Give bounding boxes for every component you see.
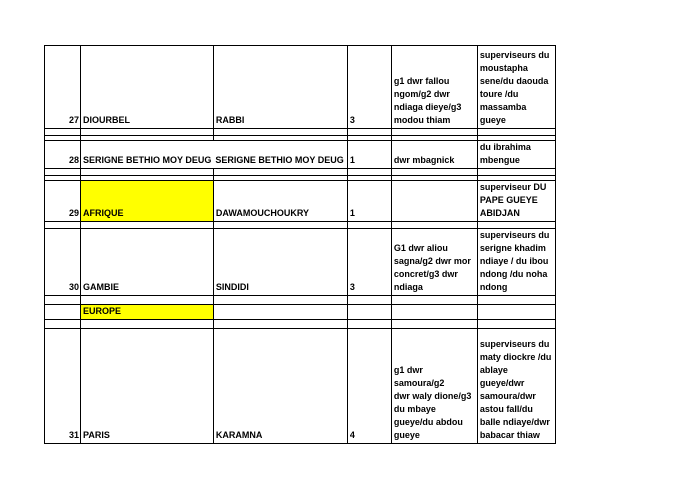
cell-line: concret/g3 dwr: [393, 269, 458, 279]
row-number[interactable]: 28: [45, 141, 81, 169]
cell-line: babacar thiaw: [479, 430, 540, 440]
cell-line: du ibrahima: [479, 142, 531, 152]
empty-row: [45, 129, 556, 136]
cell-line: maty diockre /du: [479, 352, 552, 362]
cell-line: sene/du daouda: [479, 76, 549, 86]
region-cell[interactable]: SERIGNE BETHIO MOY DEUG: [81, 141, 214, 169]
cell-line: mbengue: [479, 155, 520, 165]
cell-line: samoura/dwr: [479, 391, 536, 401]
count-cell[interactable]: 3: [347, 229, 391, 296]
supervisor-cell[interactable]: [477, 46, 555, 129]
cell-line: massamba gueye: [479, 102, 527, 125]
cell-line: ndong: [479, 282, 508, 292]
cell-line: du mbaye: [393, 404, 436, 414]
cell-line: ABIDJAN: [479, 208, 520, 218]
cell-line: astou fall/du: [479, 404, 533, 414]
cell-line: ndong /du noha: [479, 269, 548, 279]
region-cell[interactable]: GAMBIE: [81, 229, 214, 296]
cell-line: ablaye gueye/dwr: [479, 365, 525, 388]
count-cell[interactable]: 4: [347, 329, 391, 444]
place-cell[interactable]: SERIGNE BETHIO MOY DEUG: [213, 141, 347, 169]
cell-line: ngom/g2 dwr: [393, 89, 450, 99]
region-cell-highlighted[interactable]: AFRIQUE: [81, 181, 214, 222]
cell-line: moustapha: [479, 63, 528, 73]
supervisor-cell[interactable]: [477, 181, 555, 222]
place-cell[interactable]: SINDIDI: [213, 229, 347, 296]
row-number[interactable]: 31: [45, 329, 81, 444]
table-row: [45, 141, 556, 169]
dwr-cell[interactable]: [391, 329, 477, 444]
cell-line: ndiaye / du ibou: [479, 256, 549, 266]
dwr-cell[interactable]: [391, 181, 477, 222]
supervisor-cell[interactable]: [477, 229, 555, 296]
spreadsheet-table: [44, 45, 556, 444]
row-number[interactable]: 27: [45, 46, 81, 129]
row-number[interactable]: 29: [45, 181, 81, 222]
supervisor-cell[interactable]: [477, 329, 555, 444]
cell-line: serigne khadim: [479, 243, 546, 253]
count-cell[interactable]: 1: [347, 181, 391, 222]
cell-line: sagna/g2 dwr mor: [393, 256, 471, 266]
cell-line: gueye: [393, 430, 420, 440]
empty-row: [45, 222, 556, 229]
section-label-highlighted[interactable]: EUROPE: [81, 305, 214, 320]
table-row: [45, 329, 556, 444]
cell-line: modou thiam: [393, 115, 451, 125]
supervisor-cell[interactable]: [477, 141, 555, 169]
cell-line: superviseurs du: [479, 50, 550, 60]
cell-line: dwr waly dione/g3: [393, 391, 472, 401]
place-cell[interactable]: KARAMNA: [213, 329, 347, 444]
place-cell[interactable]: RABBI: [213, 46, 347, 129]
region-cell[interactable]: PARIS: [81, 329, 214, 444]
section-row: [45, 305, 556, 320]
empty-row: [45, 320, 556, 329]
cell-line: PAPE GUEYE: [479, 195, 538, 205]
cell-line: dwr mbagnick: [393, 155, 455, 165]
cell-line: superviseur DU: [479, 182, 547, 192]
count-cell[interactable]: 1: [347, 141, 391, 169]
dwr-cell[interactable]: [391, 46, 477, 129]
cell-line: ndiaga dieye/g3: [393, 102, 462, 112]
cell-line: g1 dwr samoura/g2: [393, 365, 445, 388]
table-row: [45, 229, 556, 296]
cell-line: G1 dwr aliou: [393, 243, 448, 253]
table-row: [45, 46, 556, 129]
cell-line: superviseurs du: [479, 230, 550, 240]
dwr-cell[interactable]: [391, 229, 477, 296]
place-cell[interactable]: DAWAMOUCHOUKRY: [213, 181, 347, 222]
cell-line: g1 dwr fallou: [393, 76, 450, 86]
cell-line: superviseurs du: [479, 339, 550, 349]
cell-line: balle ndiaye/dwr: [479, 417, 550, 427]
dwr-cell[interactable]: [391, 141, 477, 169]
row-number[interactable]: 30: [45, 229, 81, 296]
cell-line: toure /du: [479, 89, 519, 99]
cell-line: ndiaga: [393, 282, 423, 292]
empty-row: [45, 296, 556, 305]
region-cell[interactable]: DIOURBEL: [81, 46, 214, 129]
empty-row: [45, 169, 556, 176]
cell-line: gueye/du abdou: [393, 417, 463, 427]
count-cell[interactable]: 3: [347, 46, 391, 129]
table-row: [45, 181, 556, 222]
